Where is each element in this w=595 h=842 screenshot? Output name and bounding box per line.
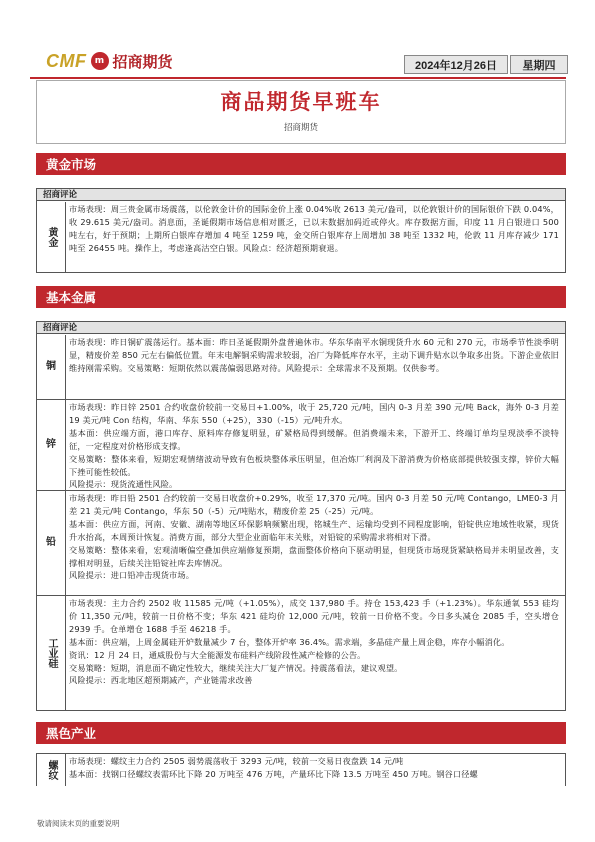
- paragraph: 风险提示：西北地区超预期减产，产业链需求改善: [69, 675, 253, 686]
- paragraph: 风险提示：现货流通性风险。: [69, 479, 178, 490]
- table-row-lead: [37, 491, 565, 596]
- ferrous-table: [36, 753, 566, 786]
- page-subtitle: 招商期货: [283, 123, 318, 133]
- table-header: 招商评论: [37, 189, 565, 201]
- paragraph: 风险提示：进口铅冲击现货市场。: [69, 570, 195, 581]
- footer-note: 敬请阅读末页的重要说明: [37, 819, 120, 828]
- header-rule: [30, 77, 566, 79]
- section-gold-label: 黄金市场: [46, 157, 97, 172]
- table-row-rebar: [37, 754, 565, 786]
- section-gold: [36, 153, 566, 175]
- table-row: [37, 202, 565, 272]
- row-text: [69, 492, 559, 582]
- paragraph: 交易策略：整体来看，短期宏观情绪波动导致有色板块整体承压明显，但冶炼厂利润及下游消费为价格底部提供较强支撑，锌价大幅下挫可能性较低。: [69, 453, 559, 477]
- row-label-lead: 铅: [37, 491, 66, 595]
- paragraph: 基本面：找钢口径螺纹表需环比下降 20 万吨至 476 万吨，产量环比下降 13.5 万吨至 450 万吨。钢谷口径螺: [69, 768, 478, 779]
- section-ferrous-label: 黑色产业: [46, 726, 97, 741]
- logo-text: CMF: [46, 50, 87, 71]
- company-name: 招商期货: [112, 52, 173, 71]
- paragraph: 基本面：供应端，上周金属硅开炉数量减少 7 台，整体开炉率 36.4%。需求端，多晶硅产量上周企稳，库存小幅消化。: [69, 636, 510, 647]
- section-ferrous: [36, 722, 566, 744]
- section-base-metals: [36, 286, 566, 308]
- row-label-gold: [37, 202, 66, 272]
- row-text: [69, 203, 559, 255]
- paragraph: 资讯：12 月 24 日，通威股份与大全能源发布硅料产线阶段性减产检修的公告。: [69, 649, 366, 660]
- row-label-text: 黄金: [46, 227, 57, 247]
- report-weekday: 星期四: [510, 55, 568, 74]
- section-base-label: 基本金属: [46, 290, 97, 305]
- paragraph: 交易策略：短期，消息面不确定性较大，继续关注大厂复产情况。持震荡看法，建议观望。: [69, 662, 403, 673]
- paragraph: 市场表现：主力合约 2502 收 11585 元/吨（+1.05%），成交 137,980 手。持仓 153,423 手（+1.23%）。华东通氧 553 硅均价 11,350 元/吨，较前一日价格不变；华东 421 硅均价 12,000 元/吨，较前一日价格不变。今日多头减仓 2085 手，空头增仓 2939 手。仓单增仓 1688 手至 46218 手。: [69, 598, 559, 634]
- table-row-copper: [37, 335, 565, 400]
- base-metals-table: [36, 321, 566, 711]
- row-label-text: 工业硅: [46, 638, 57, 668]
- row-label-text: 螺纹: [46, 760, 57, 780]
- row-label-zinc: 锌: [37, 400, 66, 490]
- logo-badge-icon: m: [91, 52, 109, 70]
- row-label-rebar: [37, 754, 66, 786]
- report-date: 2024年12月26日: [404, 55, 508, 74]
- row-label-copper: 铜: [37, 335, 66, 399]
- row-text: [69, 336, 559, 375]
- row-text: [69, 401, 559, 491]
- paragraph: 基本面：供应方面，河南、安徽、湖南等地区环保影响频繁出现，铭城生产、运输均受到不同程度影响，铅锭供应地域性收紧，现货升水抬高，本周预计恢复。消费方面，部分大型企业面临年末关账，对铅锭的采购需求将相对下滑。: [69, 518, 559, 542]
- company-logo: [46, 50, 196, 72]
- gold-table: [36, 188, 566, 273]
- row-text: [69, 597, 559, 687]
- row-label-silicon: [37, 596, 66, 710]
- paragraph: 市场表现：周三贵金属市场震荡，以伦敦金计价的国际金价上涨 0.04%收 2613 美元/盎司，以伦敦银计价的国际银价下跌 0.04%，收 29.615 美元/盎司。消息面，圣诞假期市场信息相对匮乏，已以末数据加码近或停火。库存数据方面，印度 11 月白银进口 500 吨左右，好于预期；上期所白银库存增加 4 吨至 1259 吨，金交所白银库存上周增加 38 吨至 1332 吨，伦敦 11 月库存减少 171 吨至 26455 吨。操作上，考虑逢高沽空白银。风险点：经济超预期衰退。: [69, 204, 559, 253]
- row-text: [69, 755, 559, 781]
- paragraph: 市场表现：螺纹主力合约 2505 弱势震荡收于 3293 元/吨，较前一交易日夜盘跌 14 元/吨: [69, 756, 404, 766]
- table-row-silicon: [37, 596, 565, 710]
- table-header: 招商评论: [37, 322, 565, 334]
- page-title: 商品期货早班车: [220, 90, 382, 114]
- paragraph: 市场表现：昨日铅 2501 合约较前一交易日收盘价+0.29%，收至 17,370 元/吨。国内 0-3 月差 50 元/吨 Contango，LME0-3 月差 21 美元/吨 Contango，华东 50（-5）元/吨贴水，精废价差 25（-25）元/吨。: [69, 493, 559, 516]
- paragraph: 市场表现：昨日铜矿震荡运行。基本面：昨日圣诞假期外盘普遍休市。华东华南平水铜现货升水 60 元和 270 元，市场季节性淡季明显，精废价差 850 元左右偏低位置。年末电解铜采购需求较弱，冶厂为降低库存水平，主动下调升贴水以争取多出货。下游企业依旧维持刚需采购。交易策略：短期依然以震荡偏弱思路对待。风险提示：全球需求不及预期。仅供参考。: [69, 337, 559, 373]
- paragraph: 市场表现：昨日锌 2501 合约收盘价较前一交易日+1.00%，收于 25,720 元/吨，国内 0-3 月差 390 元/吨 Back，海外 0-3 月差 19 美元/吨 Con 结构，华南、华东 550（+25），330（-15）元/吨升水。: [69, 402, 559, 425]
- table-row-zinc: [37, 400, 565, 491]
- paragraph: 基本面：供应端方面，港口库存、原料库存修复明显，矿紧格局得到缓解。但消费端未来，下游开工、终端订单均呈现淡季不淡特征，一定程度对价格形成支撑。: [69, 427, 559, 451]
- paragraph: 交易策略：整体来看，宏观清晰偏空叠加供应端修复预期，盘面整体价格向下驱动明显，但现货市场现货紧缺格局并未明显改善，支撑相对明显，后续关注铅锭社库去库情况。: [69, 544, 559, 568]
